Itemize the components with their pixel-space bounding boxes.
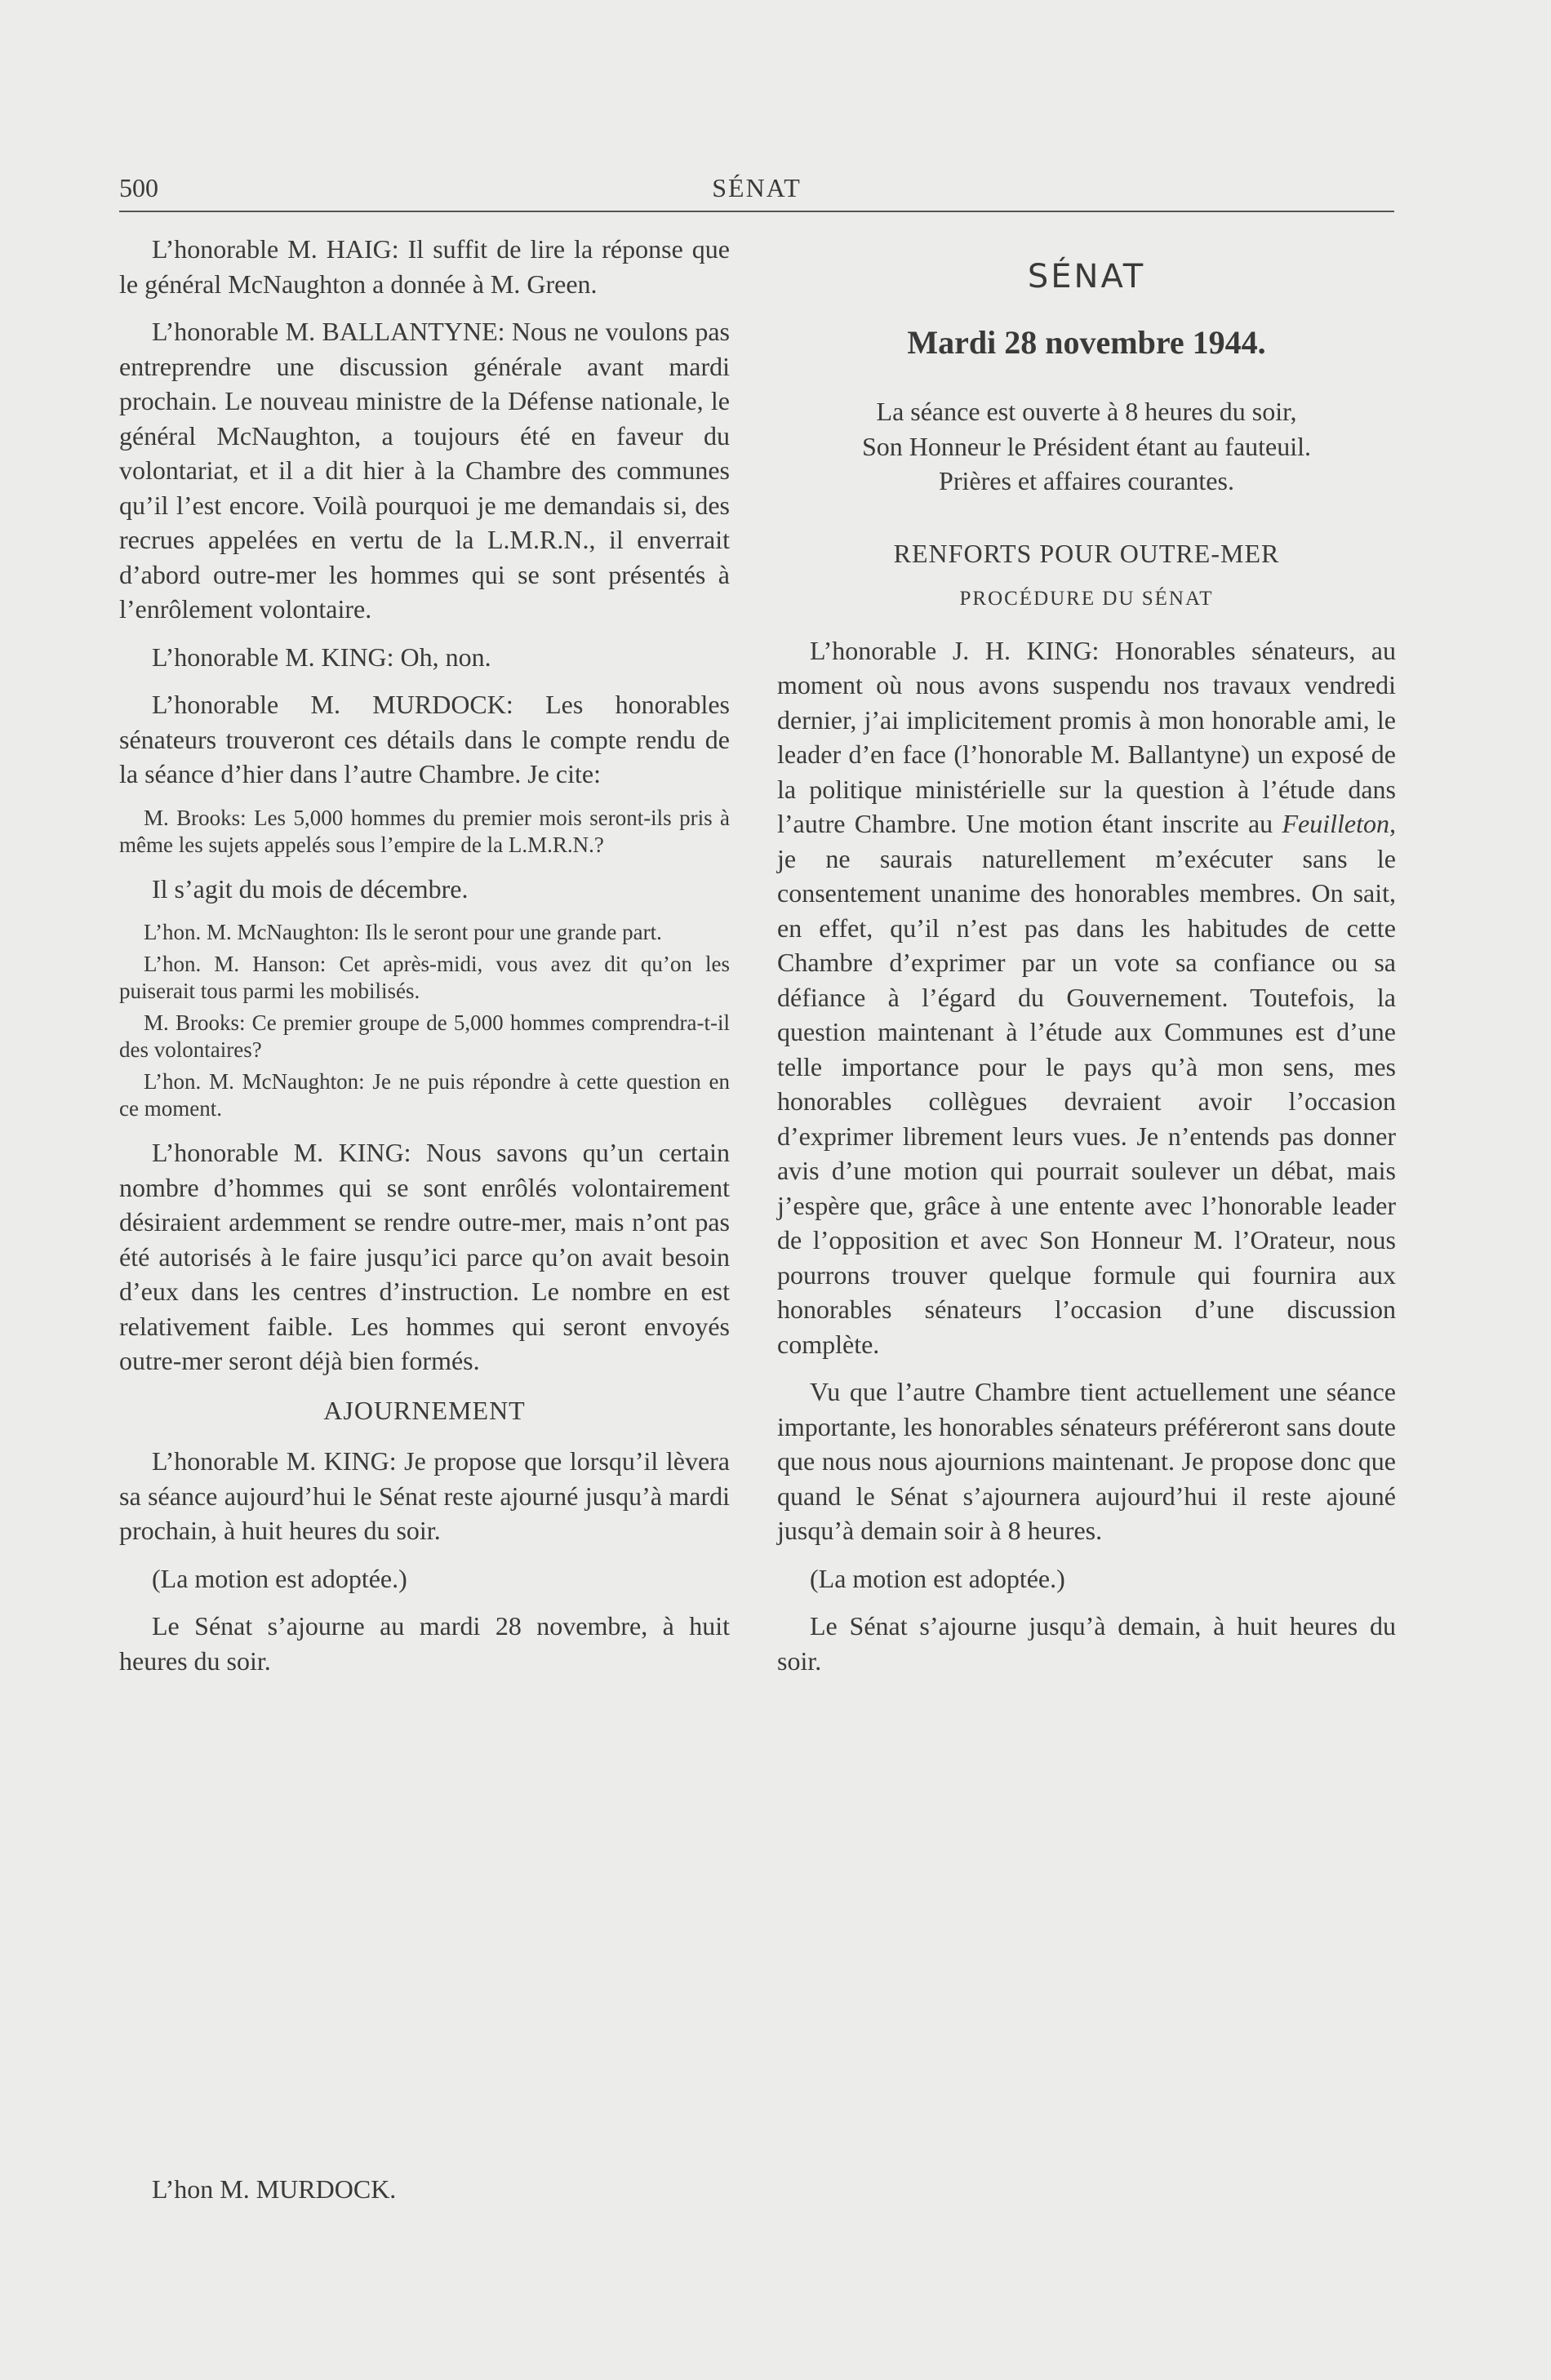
right-column: [777, 232, 1396, 1691]
quote-brooks-2: M. Brooks: Ce premier groupe de 5,000 hommes comprendra-t-il des volontaires?: [119, 1010, 730, 1062]
paragraph-other-chamber: Vu que l’autre Chambre tient actuellement une séance importante, les honorables sénateurs préféreront sans doute que nous nous ajournions maintenant. Je propose donc que quand le Sénat s’ajournera aujourd’hui il reste ajouné jusqu’à demain soir à 8 heures.: [777, 1377, 1396, 1545]
paragraph-king-reply: L’honorable M. KING: Oh, non.: [152, 642, 491, 672]
opening-line: La séance est ouverte à 8 heures du soir,: [876, 397, 1297, 426]
feuilleton-italic: Feuilleton,: [1282, 809, 1396, 838]
paragraph-jh-king-text-cont: je ne saurais naturellement m’exécuter sans le consentement unanime des honorables membres. On sait, en effet, qu’il n’est pas dans les habitudes de cette Chambre d’exprimer par un vote sa confiance ou sa défiance à l’égard du Gouvernement. Toutefois, la question maintenant à l’étude aux Communes est d’une telle importance pour le pays qu’à mon sens, mes honorables collègues devraient avoir l’occasion d’exprimer librement leurs vues. Je n’entends pas donner avis d’une motion qui pourrait soulever un débat, mais j’espère que, grâce à une entente avec l’honorable leader de l’opposition et avec Son Honneur M. l’Orateur, nous pourrons trouver quelque formule qui fournira aux honorables sénateurs l’occasion d’une discussion complète.: [777, 843, 1396, 1359]
opening-block: [777, 394, 1396, 499]
paragraph-king-volunteers: L’honorable M. KING: Nous savons qu’un certain nombre d’hommes qui se sont enrôlés volontairement désiraient ardemment se rendre outre-mer, mais n’ont pas été autorisés à le faire jusqu’ici parce qu’on avait besoin d’eux dans les centres d’instruction. Le nombre en est relativement faible. Les hommes qui seront envoyés outre-mer seront déjà bien formés.: [119, 1138, 730, 1375]
quote-hanson: L’hon. M. Hanson: Cet après-midi, vous avez dit qu’on les puiserait tous parmi les mobilisés.: [119, 952, 730, 1003]
sitting-date: Mardi 28 novembre 1944.: [907, 323, 1266, 361]
quote-mcnaughton-2: L’hon. M. McNaughton: Je ne puis répondre à cette question en ce moment.: [119, 1069, 730, 1121]
paragraph-jh-king-text: L’honorable J. H. KING: Honorables sénateurs, au moment où nous avons suspendu nos travaux vendredi dernier, j’ai implicitement promis à mon honorable ami, le leader d’en face (l’honorable M. Ballantyne) un exposé de la politique ministérielle sur la question à l’étude dans l’autre Chambre. Une motion étant inscrite au: [777, 635, 1396, 838]
page-header: [119, 170, 1394, 212]
footer-note: L’hon M. MURDOCK.: [152, 2174, 397, 2204]
opening-line: Prières et affaires courantes.: [939, 466, 1234, 495]
paragraph-motion-adopted-right: (La motion est adoptée.): [810, 1563, 1065, 1593]
paragraph-motion-adopted: (La motion est adoptée.): [152, 1563, 407, 1593]
paragraph-ballantyne: L’honorable M. BALLANTYNE: Nous ne voulons pas entreprendre une discussion générale avant mardi prochain. Le nouveau ministre de la Défense nationale, le général McNaughton, a toujours été en faveur du volontariat, et il a dit hier à la Chambre des communes qu’il l’est encore. Voilà pourquoi je me demandais si, des recrues appelées en vertu de la L.M.R.N., il enverrait d’abord outre-mer les hommes qui se sont présentés à l’enrôlement volontaire.: [119, 317, 730, 624]
opening-line: Son Honneur le Président étant au fauteuil.: [861, 431, 1312, 461]
page-number: 500: [119, 173, 158, 202]
section-heading-renforts: RENFORTS POUR OUTRE-MER: [893, 538, 1280, 568]
paragraph-adjourns: Le Sénat s’ajourne au mardi 28 novembre, à huit heures du soir.: [119, 1611, 730, 1676]
subheading-procedure: PROCÉDURE DU SÉNAT: [959, 588, 1214, 610]
quote-brooks-1: M. Brooks: Les 5,000 hommes du premier mois seront-ils pris à même les sujets appelés sous l’empire de la L.M.R.N.?: [119, 805, 730, 857]
senate-title: SÉNAT: [1027, 258, 1146, 295]
quote-mcnaughton-1: L’hon. M. McNaughton: Ils le seront pour une grande part.: [144, 920, 662, 944]
paragraph-murdock: L’honorable M. MURDOCK: Les honorables sénateurs trouveront ces détails dans le compte rendu de la séance d’hier dans l’autre Chambre. Je cite:: [119, 690, 730, 788]
paragraph-king-motion: L’honorable M. KING: Je propose que lorsqu’il lèvera sa séance aujourd’hui le Sénat reste ajourné jusqu’à mardi prochain, à huit heures du soir.: [119, 1446, 730, 1545]
left-column: [119, 232, 730, 1691]
paragraph-adjourns-right: Le Sénat s’ajourne jusqu’à demain, à huit heures du soir.: [777, 1611, 1396, 1676]
paragraph-haig: L’honorable M. HAIG: Il suffit de lire la réponse que le général McNaughton a donnée à M. Green.: [119, 234, 730, 299]
paragraph-jh-king: [777, 633, 1396, 1362]
paragraph-december: Il s’agit du mois de décembre.: [152, 873, 469, 904]
running-title: SÉNAT: [712, 173, 802, 202]
section-heading-adjournment: AJOURNEMENT: [323, 1395, 526, 1425]
